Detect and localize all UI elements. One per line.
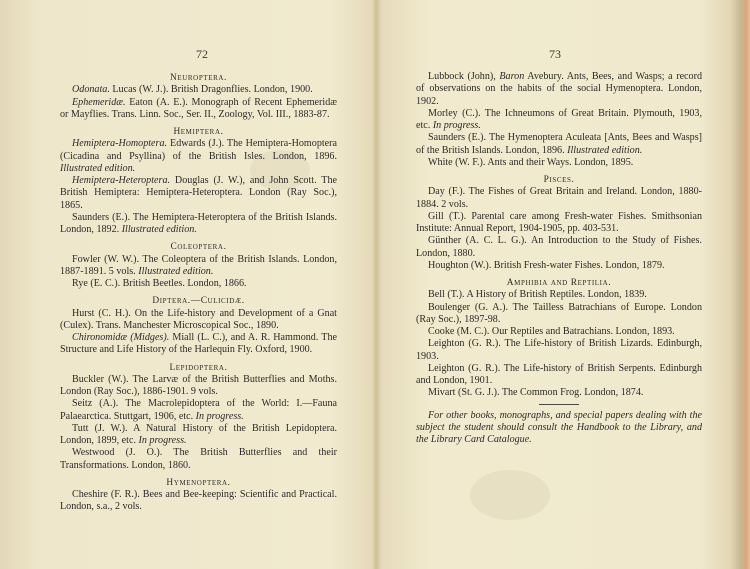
section-heading: Coleoptera. (170, 242, 227, 253)
bibliography-entry (60, 374, 337, 399)
bibliography-entry (60, 308, 337, 333)
page-number: 72 (196, 47, 208, 61)
bibliography-entry (416, 302, 702, 327)
entry-text: Avebury. Ants, Bees, and Wasps; a record of observations on the habits of the social Hymenoptera. London, 1902. (416, 71, 702, 107)
section-heading: Hymenoptera. (166, 477, 231, 488)
bibliography-entry (60, 423, 337, 448)
section-heading: Amphibia and Reptilia. (506, 278, 612, 288)
section-heading: Neuroptera. (170, 73, 227, 83)
bibliography-entry (416, 326, 702, 338)
bibliography-entry (416, 186, 702, 211)
right-page (376, 0, 750, 569)
bibliography-entry (60, 175, 337, 212)
entry-text: Lubbock (John), (428, 71, 500, 82)
entry-text: Westwood (J. O.). The British Butterflies and their Transformations. London, 1860. (60, 447, 337, 471)
italic-text: Hemiptera-Heteroptera. (72, 175, 171, 186)
entry-text: Bell (T.). A History of British Reptiles. London, 1839. (428, 289, 647, 301)
bibliography-entry (60, 254, 337, 279)
divider-rule (539, 404, 579, 405)
bibliography-entry (416, 71, 702, 108)
entry-text: Morley (C.). The Ichneumons of Great Britain. Plymouth, 1903, etc. (416, 107, 702, 131)
entry-text: Tutt (J. W.). A Natural History of the British Lepidoptera. London, 1899, etc. (60, 422, 337, 446)
italic-text: Illustrated edition. (121, 224, 197, 235)
entry-text: Houghton (W.). British Fresh-water Fishes. London, 1879. (428, 259, 665, 271)
entry-text: Saunders (E.). The Hemiptera-Heteroptera of the British Islands. London, 1892. (60, 211, 337, 235)
italic-text: Chironomidæ (Midges). (72, 332, 170, 343)
entry-text: Day (F.). The Fishes of Great Britain and Ireland. London, 1880-1884. 2 vols. (416, 186, 702, 210)
entry-text: Leighton (G. R.). The Life-history of British Serpents. Edinburgh and London, 1901. (416, 362, 702, 386)
entry-text: Rye (E. C.). British Beetles. London, 1866. (72, 278, 247, 289)
bibliography-entry (60, 332, 337, 357)
bibliography-entry (60, 489, 337, 514)
italic-text: In progress. (138, 435, 187, 446)
entry-text: Hurst (C. H.). On the Life-history and Development of a Gnat (Culex). Trans. Manchester Microscopical Soc., 1890. (60, 307, 337, 331)
entry-text: Leighton (G. R.). The Life-history of British Lizards. Edinburgh, 1903. (416, 338, 702, 362)
italic-text: In progress. (195, 410, 244, 422)
entry-text: Douglas (J. W.), and John Scott. The British Hemiptera: Hemiptera-Heteroptera. London (Ray Soc.), 1865. (60, 175, 337, 211)
entry-text: Buckler (W.). The Larvæ of the British Butterflies and Moths. London (Ray Soc.), 1886-1901. 9 vols. (60, 373, 337, 397)
entry-text: Lucas (W. J.). British Dragonflies. London, 1900. (109, 84, 313, 96)
entry-text: Seitz (A.). The Macrolepidoptera of the World: I.—Fauna Palaearctica. Stuttgart, 1906, etc. (60, 398, 337, 422)
italic-text: Hemiptera-Homoptera. (72, 138, 168, 150)
bibliography-entry (60, 278, 337, 290)
entry-text: Eaton (A. E.). Monograph of Recent Ephemeridæ or Mayflies. Trans. Linn. Soc., Ser. II., Zoology, Vol. III., 1883-87. (60, 96, 337, 120)
bibliography-entry (60, 84, 337, 96)
bibliography-entry (60, 97, 337, 122)
entry-text: Cooke (M. C.). Our Reptiles and Batrachians. London, 1893. (428, 326, 675, 337)
italic-text: Illustrated edition. (60, 162, 136, 174)
bibliography-entry (416, 363, 702, 388)
entry-text: Fowler (W. W.). The Coleoptera of the British Islands. London, 1887-1891. 5 vols. (60, 253, 337, 277)
section-heading: Hemiptera. (173, 127, 224, 137)
section-list (416, 71, 702, 400)
italic-text: Odonata. (72, 84, 110, 96)
bibliography-entry (60, 212, 337, 237)
italic-text: Ephemeridæ. (72, 96, 126, 108)
entry-text: Boulenger (G. A.). The Tailless Batrachians of Europe. London (Ray Soc.), 1897-98. (416, 301, 702, 325)
entry-text: Mivart (St. G. J.). The Common Frog. London, 1874. (428, 387, 644, 399)
bibliography-entry (416, 108, 702, 133)
italic-text: Illustrated edition. (138, 265, 214, 277)
entry-text: Edwards (J.). The Hemiptera-Homoptera (Cicadina and Psyllina) of the British Isles. London, 1896. (60, 138, 337, 162)
bibliography-entry (416, 387, 702, 399)
section-heading: Lepidoptera. (169, 362, 228, 373)
bibliography-entry (416, 235, 702, 260)
italic-text: Illustrated edition. (567, 144, 643, 156)
section-heading: Pisces. (543, 175, 575, 185)
italic-text: In progress. (432, 120, 481, 131)
closing-note: For other books, monographs, and special papers dealing with the subject the student should consult the Handbook to the Library, and the Library Card Catalogue. (416, 409, 702, 445)
bibliography-entry (416, 132, 702, 157)
page-body (416, 71, 702, 446)
section-heading: Diptera.—Culicidæ. (152, 296, 245, 307)
bibliography-entry (60, 398, 337, 423)
bibliography-entry (416, 157, 702, 169)
entry-text: Günther (A. C. L. G.). An Introduction to the Study of Fishes. London, 1880. (416, 235, 702, 259)
bibliography-entry (416, 260, 702, 272)
bibliography-entry (416, 211, 702, 236)
entry-text: Saunders (E.). The Hymenoptera Aculeata [Ants, Bees and Wasps] of the British Islands. London, 1896. (416, 132, 702, 156)
bibliography-entry (60, 447, 337, 472)
bibliography-entry (416, 289, 702, 301)
entry-text: Gill (T.). Parental care among Fresh-water Fishes. Smithsonian Institute: Annual Report, 1904-1905, pp. 403-531. (416, 210, 702, 234)
entry-text: White (W. F.). Ants and their Ways. London, 1895. (428, 156, 634, 168)
page-number: 73 (549, 47, 561, 61)
bibliography-entry (60, 138, 337, 175)
bibliography-entry (416, 338, 702, 363)
entry-text: Cheshire (F. R.). Bees and Bee-keeping: Scientific and Practical. London, s.a., 2 vols. (60, 489, 337, 513)
italic-text: Baron (499, 71, 525, 82)
page-body (60, 72, 337, 514)
entry-text: Miall (L. C.), and A. R. Hammond. The Structure and Life History of the Harlequin Fly. Oxford, 1900. (60, 332, 337, 356)
